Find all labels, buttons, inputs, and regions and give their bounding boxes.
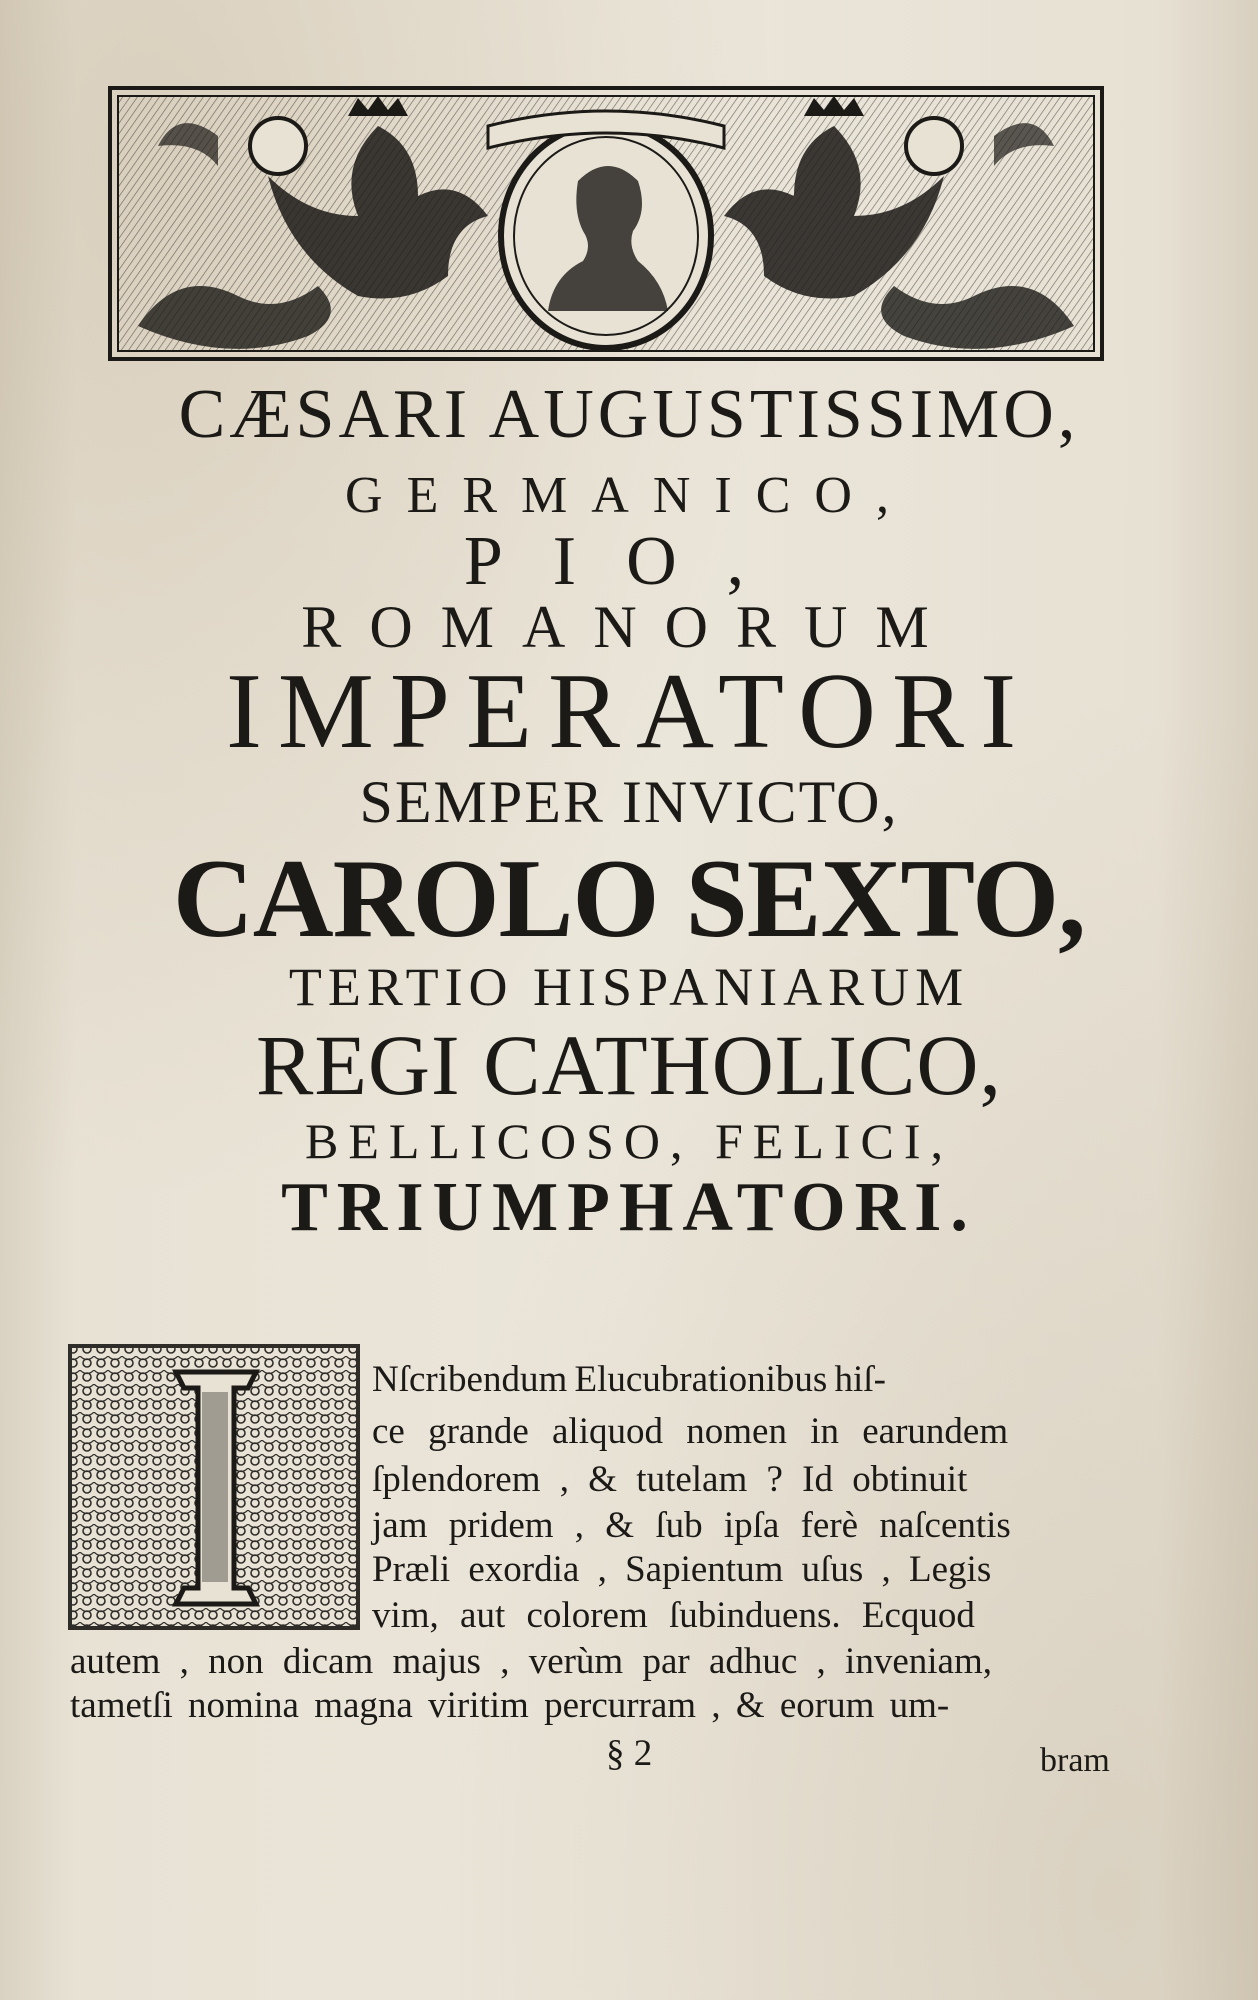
body-line-8: tametſi nomina magna viritim percurram , & eorum um- xyxy=(70,1685,950,1726)
body-line-2: ce grande aliquod nomen in earundem xyxy=(372,1411,1009,1452)
catchword: bram xyxy=(1040,1742,1110,1779)
body-line-5: Præli exordia , Sapientum uſus , Legis xyxy=(372,1549,992,1590)
headpiece-illustration xyxy=(108,86,1104,361)
dedication-line-7: CAROLO SEXTO, xyxy=(172,837,1086,961)
body-line-3: ſplendorem , & tutelam ? Id obtinuit xyxy=(372,1459,968,1500)
woodcut-headpiece xyxy=(108,86,1104,361)
body-line-1: Nſcribendum Elucubrationibus hiſ- xyxy=(372,1359,886,1400)
body-line-7: autem , non dicam majus , verùm par adhuc , inveniam, xyxy=(70,1641,992,1682)
decorated-initial xyxy=(66,1342,362,1632)
dedication-line-9: REGI CATHOLICO, xyxy=(256,1017,1002,1113)
dedication-line-3: PIO, xyxy=(463,523,795,600)
dedication-line-10: BELLICOSO, FELICI, xyxy=(304,1113,954,1169)
dedication-line-8: TERTIO HISPANIARUM xyxy=(288,957,970,1017)
initial-ornament-icon xyxy=(66,1342,362,1632)
initial-letter xyxy=(66,1342,67,1343)
dedication-line-5: IMPERATORI xyxy=(225,652,1033,771)
dedication-line-2: GERMANICO, xyxy=(345,467,913,524)
dedication-line-4: ROMANORUM xyxy=(301,594,957,660)
body-line-4: jam pridem , & ſub ipſa ferè naſcentis xyxy=(372,1505,1011,1546)
dedication-line-1: CÆSARI AUGUSTISSIMO, xyxy=(178,376,1080,453)
body-line-6: vim, aut colorem ſubinduens. Ecquod xyxy=(372,1595,975,1636)
signature-mark: § 2 xyxy=(606,1733,653,1774)
dedication-line-11: TRIUMPHATORI. xyxy=(281,1169,977,1246)
dedication-line-6: SEMPER INVICTO, xyxy=(359,769,899,835)
